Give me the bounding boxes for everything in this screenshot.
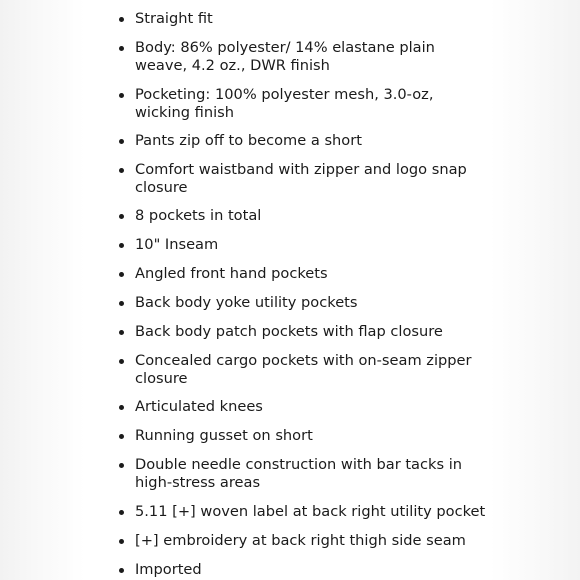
list-item — [135, 207, 465, 225]
list-item-text: Pocketing: 100% polyester mesh, 3.0-oz, — [135, 86, 434, 103]
list-item-text: wicking finish — [135, 104, 235, 121]
list-item — [135, 456, 465, 492]
list-item-text: closure — [135, 179, 188, 196]
list-item-text: 10" Inseam — [135, 236, 219, 253]
list-item — [135, 561, 465, 579]
list-item — [135, 236, 465, 254]
list-item-text: high-stress areas — [135, 474, 261, 491]
list-item-text: 8 pockets in total — [135, 207, 262, 224]
list-item — [135, 398, 465, 416]
list-item-text: 5.11 [+] woven label at back right utility pocket — [135, 503, 486, 520]
list-item-text: Angled front hand pockets — [135, 265, 328, 282]
list-item-text: Pants zip off to become a short — [135, 132, 362, 149]
list-item — [135, 265, 465, 283]
list-item-text: Back body yoke utility pockets — [135, 294, 358, 311]
list-item — [135, 503, 486, 521]
list-item — [135, 86, 465, 122]
list-item — [135, 132, 465, 150]
list-item — [135, 39, 465, 75]
list-item-text: Back body patch pockets with flap closure — [135, 323, 443, 340]
list-item-text: Running gusset on short — [135, 427, 313, 444]
list-item-text: [+] embroidery at back right thigh side seam — [135, 532, 466, 549]
list-item-text: Imported — [135, 561, 202, 578]
list-item-text: Comfort waistband with zipper and logo snap — [135, 161, 467, 178]
list-item-text: weave, 4.2 oz., DWR finish — [135, 57, 330, 74]
list-item-text: Concealed cargo pockets with on-seam zipper — [135, 352, 472, 369]
list-item-text: closure — [135, 370, 188, 387]
list-item — [135, 427, 465, 445]
list-item-text: Body: 86% polyester/ 14% elastane plain — [135, 39, 435, 56]
list-item — [135, 294, 465, 312]
list-item — [135, 352, 472, 388]
list-item-text: Articulated knees — [135, 398, 263, 415]
list-item-text: Double needle construction with bar tacks in — [135, 456, 463, 473]
list-item — [135, 161, 465, 197]
list-item — [135, 532, 465, 550]
list-item-text: Straight fit — [135, 10, 213, 27]
list-item — [135, 10, 465, 28]
list-item — [135, 323, 465, 341]
